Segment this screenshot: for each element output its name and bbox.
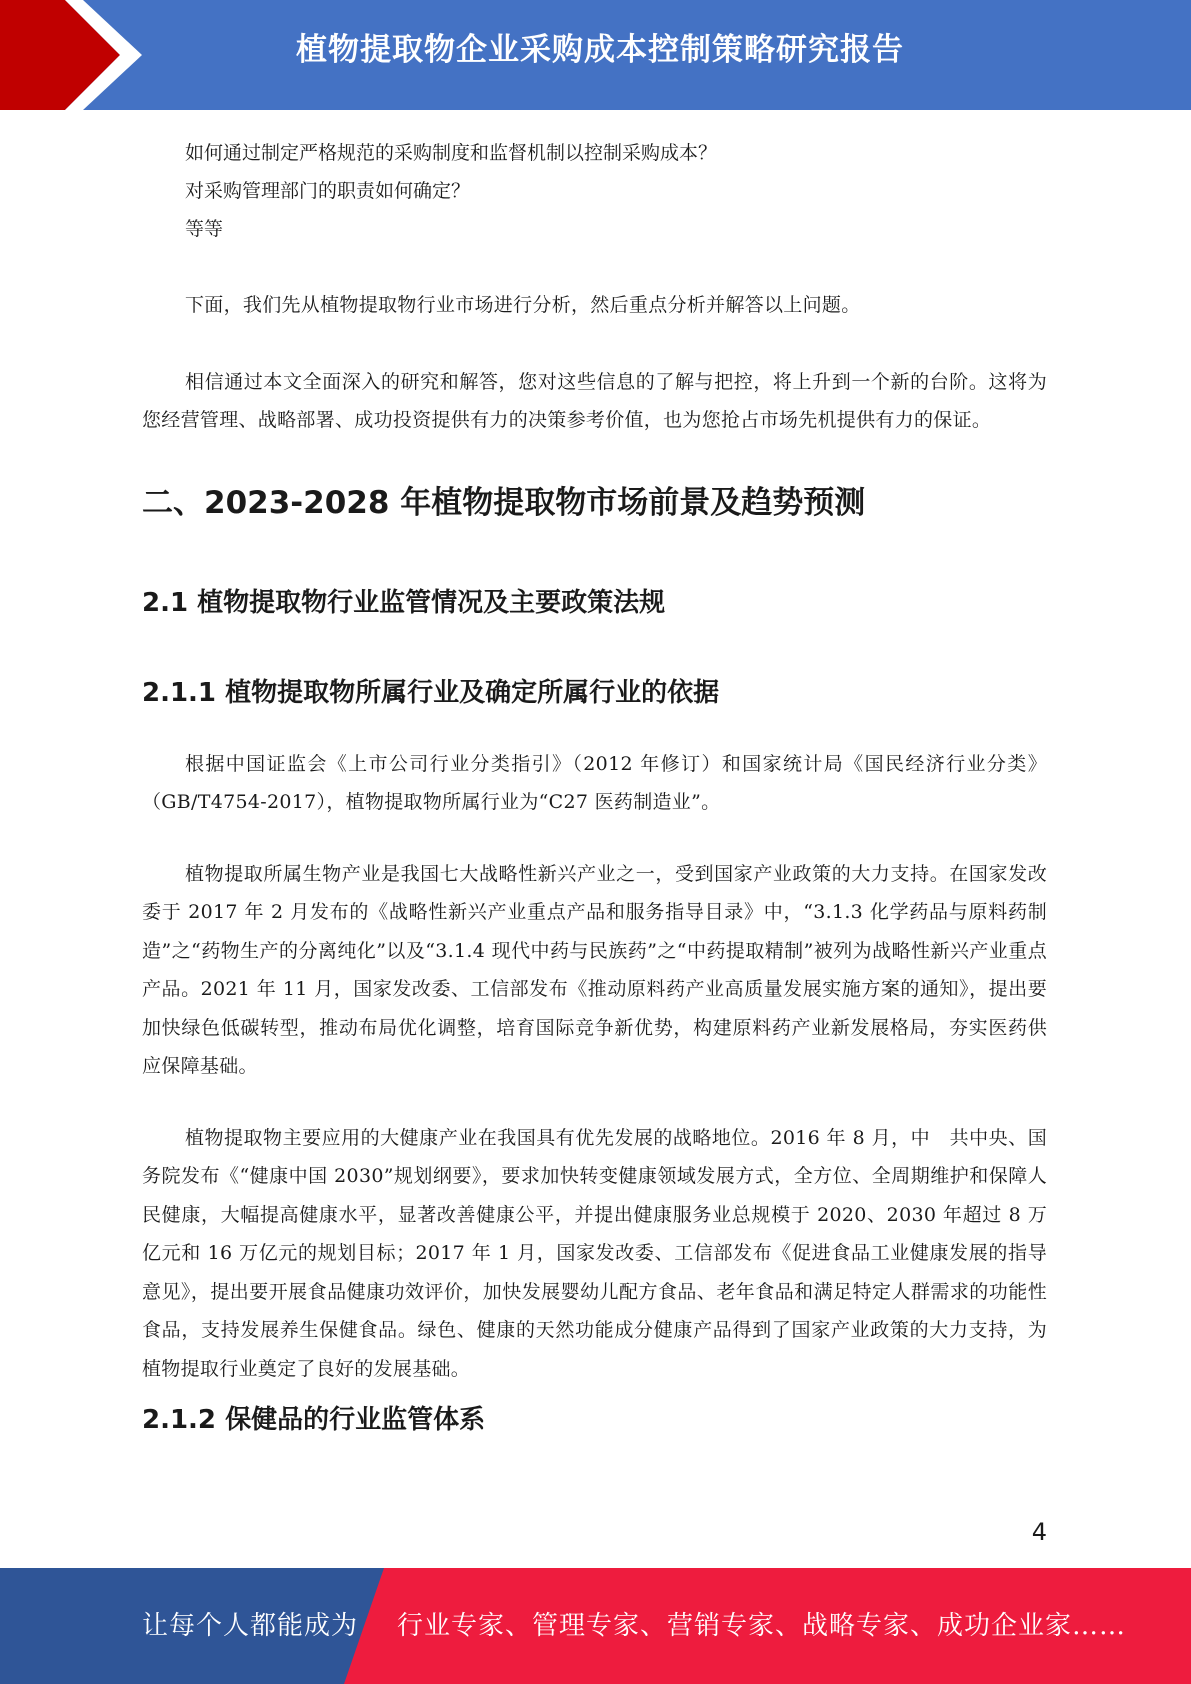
question-line: 对采购管理部门的职责如何确定？ — [185, 180, 471, 202]
paragraph: 植物提取所属生物产业是我国七大战略性新兴产业之一，受到国家产业政策的大力支持。在国家发改委于 2017 年 2 月发布的《战略性新兴产业重点产品和服务指导目录》中，“3.1.3 化学药品与原料药制造”之“药物生产的分离纯化”以及“3.1.4 现代中药与民族药”之“中药提取精制”被列为战略性新兴产业重点产品。2021 年 11 月，国家发改委、工信部发布《推动原料药产业高质量发展实施方案的通知》，提出要加快绿色低碳转型，推动布局优化调整，培育国际竞争新优势，构建原料药产业新发展格局，夯实医药供应保障基础。 — [142, 862, 1047, 1077]
question-line: 等等 — [185, 218, 224, 240]
page-number: 4 — [1031, 1518, 1047, 1546]
question-line: 如何通过制定严格规范的采购制度和监督机制以控制采购成本？ — [185, 142, 718, 164]
footer-slogan-left: 让每个人都能成为 — [142, 1611, 359, 1641]
header-band — [0, 0, 1191, 110]
header-chevron-icon — [0, 0, 160, 110]
paragraph: 根据中国证监会《上市公司行业分类指引》（2012 年修订）和国家统计局《国民经济行业分类》（GB/T4754-2017），植物提取物所属行业为“C27 医药制造业”。 — [142, 752, 1047, 813]
paragraph-believe: 相信通过本文全面深入的研究和解答，您对这些信息的了解与把控，将上升到一个新的台阶。这将为您经营管理、战略部署、成功投资提供有力的决策参考价值，也为您抢占市场先机提供有力的保证。 — [142, 370, 1047, 431]
footer-band — [0, 1568, 1191, 1684]
paragraph-next: 下面，我们先从植物提取物行业市场进行分析，然后重点分析并解答以上问题。 — [185, 294, 861, 316]
subsection-heading: 2.1.2 保健品的行业监管体系 — [142, 1405, 486, 1435]
report-title: 植物提取物企业采购成本控制策略研究报告 — [296, 32, 904, 68]
subsection-heading: 2.1 植物提取物行业监管情况及主要政策法规 — [142, 587, 666, 618]
subsection-heading: 2.1.1 植物提取物所属行业及确定所属行业的依据 — [142, 677, 720, 708]
paragraph: 植物提取物主要应用的大健康产业在我国具有优先发展的战略地位。2016 年 8 月，中 共中央、国务院发布《“健康中国 2030”规划纲要》，要求加快转变健康领域发展方式，全方位、全周期维护和保障人民健康，大幅提高健康水平，显著改善健康公平，并提出健康服务业总规模于 2020、2030 年超过 8 万亿元和 16 万亿元的规划目标；2017 年 1 月，国家发改委、工信部发布《促进食品工业健康发展的指导意见》，提出要开展食品健康功效评价，加快发展婴幼儿配方食品、老年食品和满足特定人群需求的功能性食品，支持发展养生保健食品。绿色、健康的天然功能成分健康产品得到了国家产业政策的大力支持，为植物提取行业奠定了良好的发展基础。 — [142, 1126, 1047, 1380]
section-heading: 二、2023-2028 年植物提取物市场前景及趋势预测 — [142, 484, 866, 521]
footer-slogan-right: 行业专家、管理专家、营销专家、战略专家、成功企业家…… — [397, 1611, 1127, 1641]
page-content — [142, 134, 1047, 1438]
